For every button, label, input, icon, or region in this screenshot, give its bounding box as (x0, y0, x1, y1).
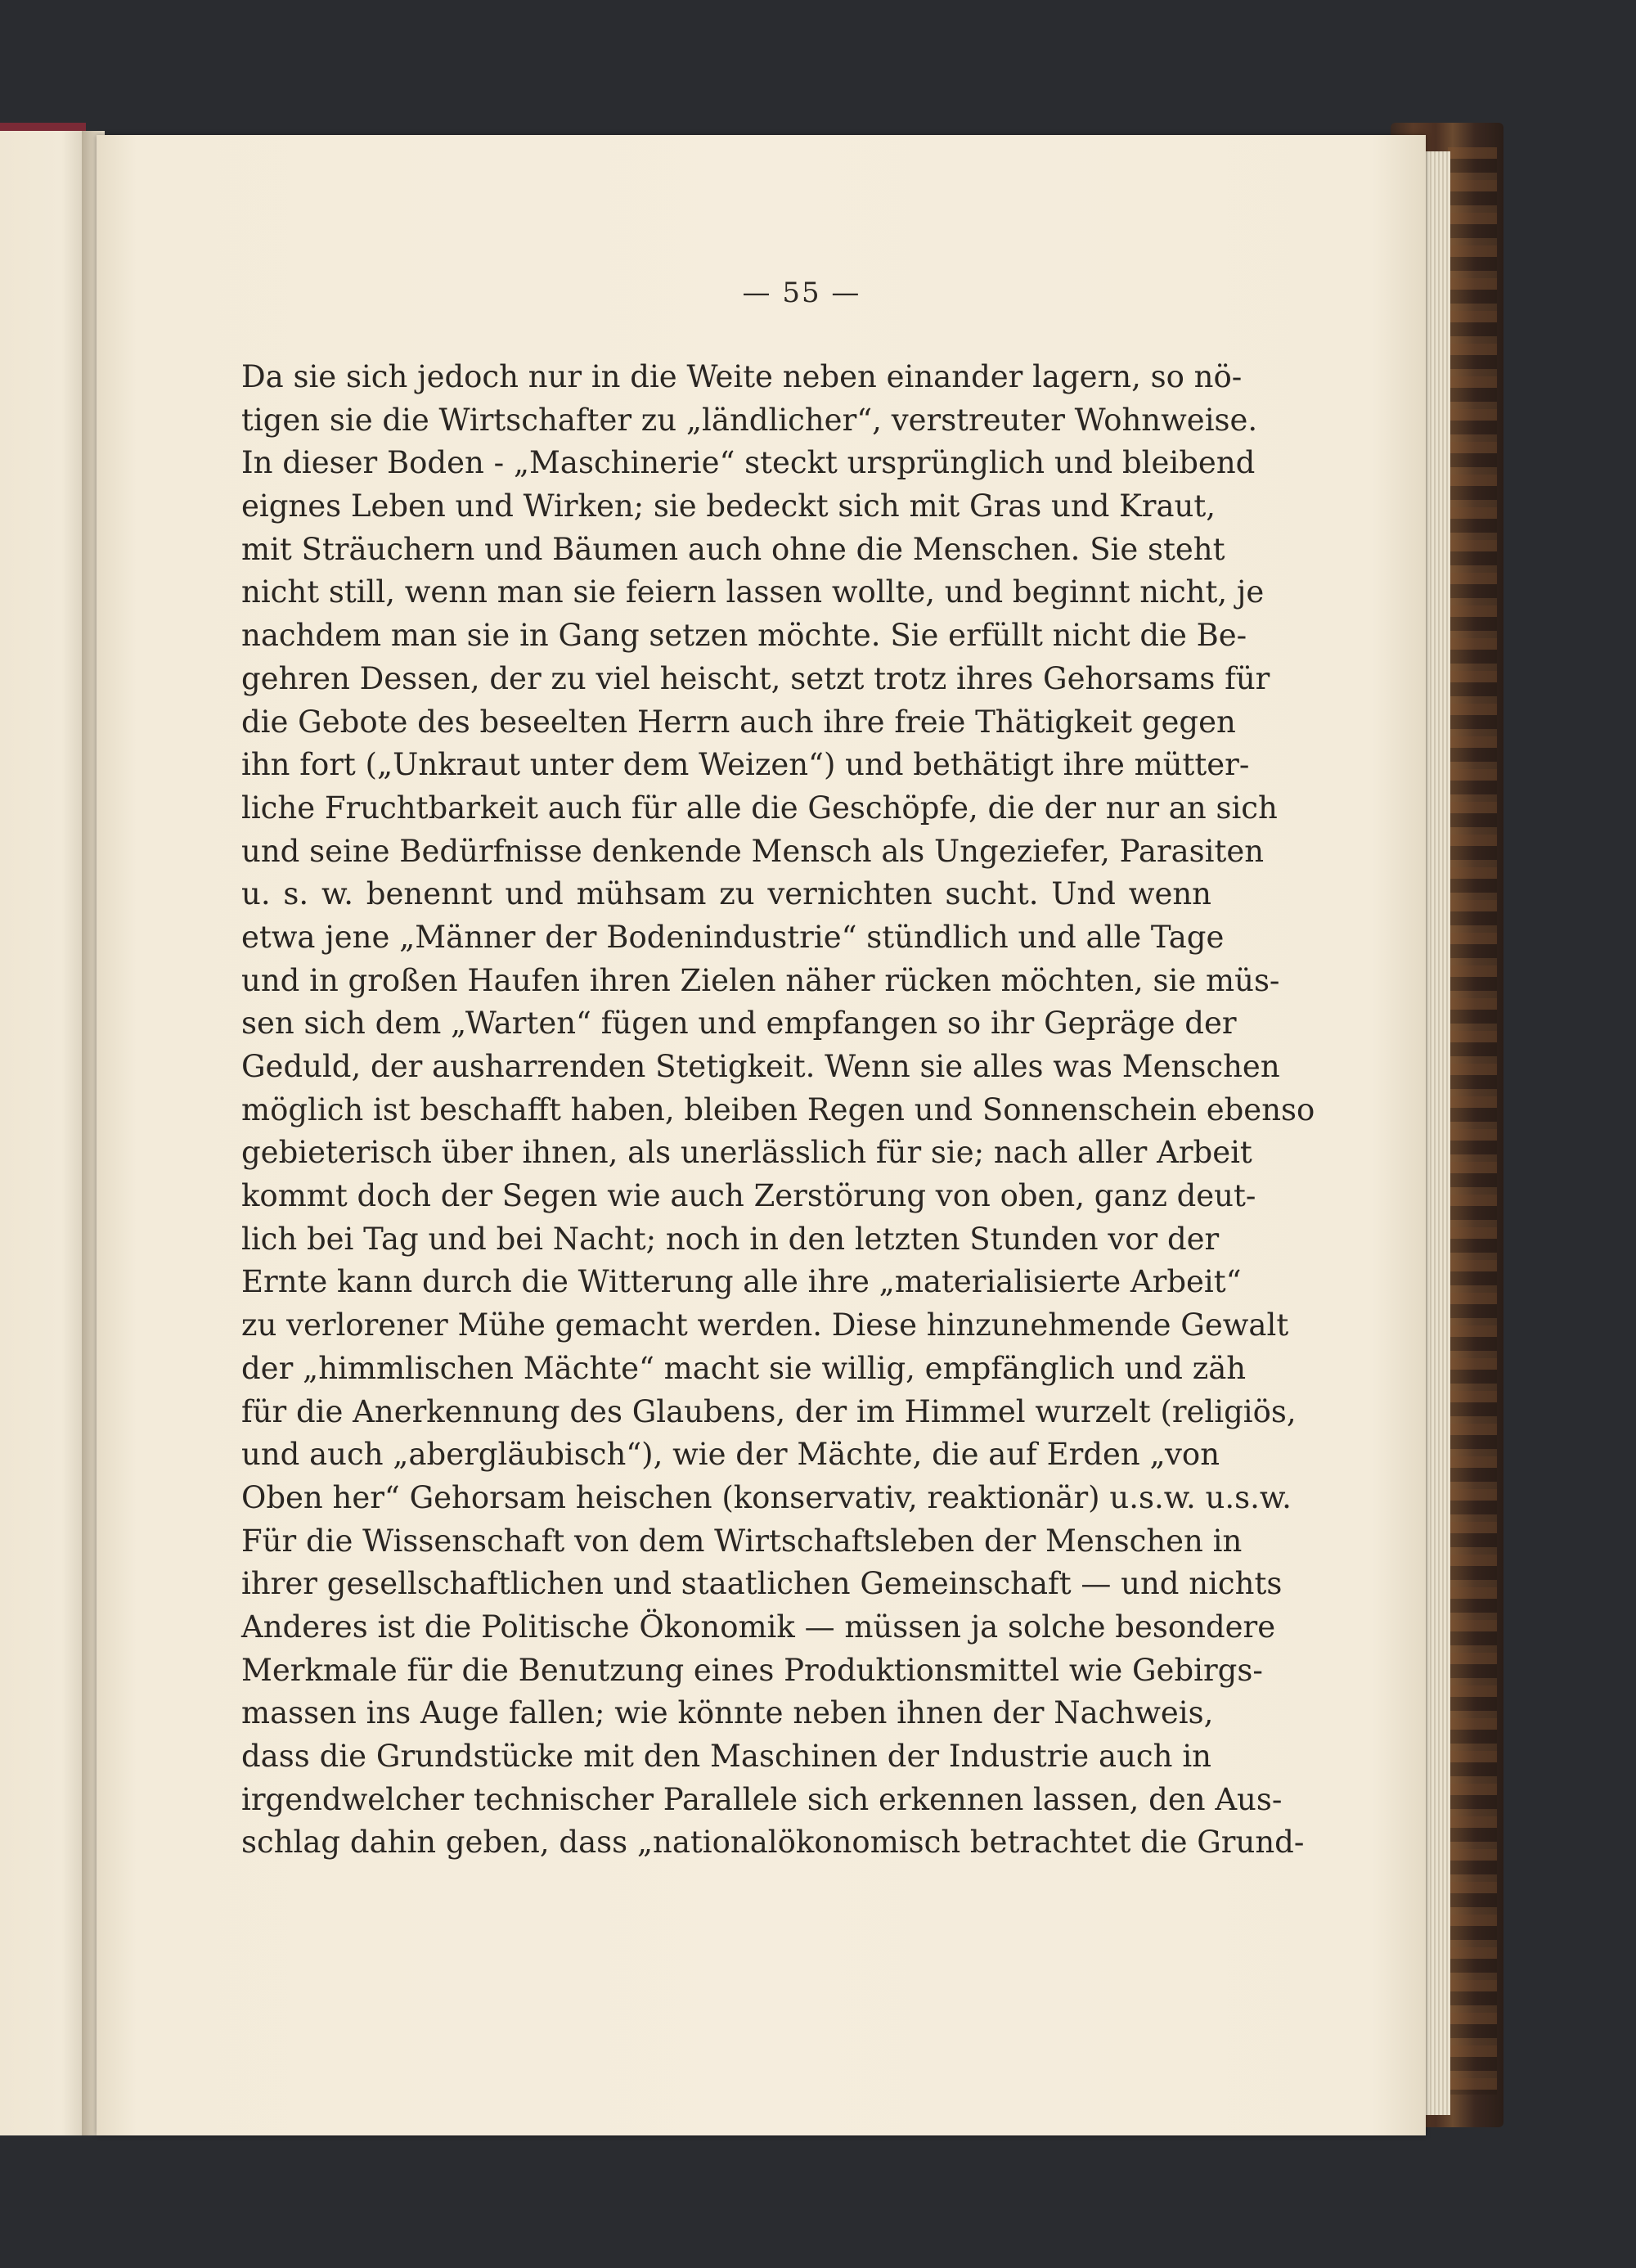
page-number: — 55 — (742, 277, 861, 309)
text-line: Für die Wissenschaft von dem Wirtschaftsleben der Menschen in (241, 1523, 1243, 1559)
text-line: lich bei Tag und bei Nacht; noch in den letzten Stunden vor der (241, 1221, 1220, 1257)
text-line: massen ins Auge fallen; wie könnte neben ihnen der Nachweis, (241, 1695, 1214, 1731)
text-line: sen sich dem „Warten“ fügen und empfangen so ihr Gepräge der (241, 1006, 1237, 1042)
text-line: u. s. w. benennt und mühsam zu vernichten sucht. Und wenn (241, 876, 1211, 912)
text-line: Ernte kann durch die Witterung alle ihre „materialisierte Arbeit“ (241, 1264, 1242, 1300)
text-line: und in großen Haufen ihren Zielen näher rücken möchten, sie müs- (241, 962, 1280, 998)
body-text (241, 356, 1315, 1865)
text-line: schlag dahin geben, dass „nationalökonomisch betrachtet die Grund- (241, 1825, 1305, 1861)
text-line: Merkmale für die Benutzung eines Produktionsmittel wie Gebirgs- (241, 1652, 1263, 1688)
text-line: ihrer gesellschaftlichen und staatlichen Gemeinschaft — und nichts (241, 1566, 1283, 1602)
text-line: In dieser Boden - „Maschinerie“ steckt ursprünglich und bleibend (241, 445, 1256, 481)
text-line: mit Sträuchern und Bäumen auch ohne die Menschen. Sie steht (241, 531, 1225, 567)
text-line: Oben her“ Gehorsam heischen (konservativ, reaktionär) u.s.w. u.s.w. (241, 1479, 1292, 1515)
text-line: gebieterisch über ihnen, als unerlässlich für sie; nach aller Arbeit (241, 1135, 1252, 1171)
marbled-cover-edge (1448, 147, 1497, 2095)
text-line: eignes Leben und Wirken; sie bedeckt sich mit Gras und Kraut, (241, 488, 1216, 524)
text-line: und seine Bedürfnisse denkende Mensch als Ungeziefer, Parasiten (241, 833, 1265, 869)
text-line: dass die Grundstücke mit den Maschinen der Industrie auch in (241, 1739, 1211, 1774)
text-line: tigen sie die Wirtschafter zu „ländlicher“, verstreuter Wohnweise. (241, 402, 1258, 438)
text-line: der „himmlischen Mächte“ macht sie willig, empfänglich und zäh (241, 1350, 1247, 1386)
text-line: möglich ist beschafft haben, bleiben Regen und Sonnenschein ebenso (241, 1091, 1315, 1127)
text-line: etwa jene „Männer der Bodenindustrie“ stündlich und alle Tage (241, 919, 1225, 955)
text-line: ihn fort („Unkraut unter dem Weizen“) und bethätigt ihre mütter- (241, 747, 1250, 783)
text-line: nachdem man sie in Gang setzen möchte. Sie erfüllt nicht die Be- (241, 618, 1247, 654)
text-line: und auch „abergläubisch“), wie der Mächte, die auf Erden „von (241, 1437, 1220, 1473)
text-line: für die Anerkennung des Glaubens, der im Himmel wurzelt (religiös, (241, 1393, 1297, 1429)
text-line: zu verlorener Mühe gemacht werden. Diese hinzunehmende Gewalt (241, 1307, 1289, 1343)
text-line: die Gebote des beseelten Herrn auch ihre freie Thätigkeit gegen (241, 704, 1236, 740)
text-line: nicht still, wenn man sie feiern lassen wollte, und beginnt nicht, je (241, 574, 1265, 610)
text-line: liche Fruchtbarkeit auch für alle die Geschöpfe, die der nur an sich (241, 790, 1278, 826)
text-line: irgendwelcher technischer Parallele sich erkennen lassen, den Aus- (241, 1781, 1283, 1817)
text-line: kommt doch der Segen wie auch Zerstörung von oben, ganz deut- (241, 1178, 1256, 1214)
text-line: gehren Dessen, der zu viel heischt, setzt trotz ihres Gehorsams für (241, 660, 1270, 696)
text-line: Anderes ist die Politische Ökonomik — müssen ja solche besondere (241, 1609, 1276, 1645)
text-line: Geduld, der ausharrenden Stetigkeit. Wenn sie alles was Menschen (241, 1049, 1280, 1084)
facing-left-page (0, 131, 88, 2135)
text-line: Da sie sich jedoch nur in die Weite neben einander lagern, so nö- (241, 359, 1243, 394)
